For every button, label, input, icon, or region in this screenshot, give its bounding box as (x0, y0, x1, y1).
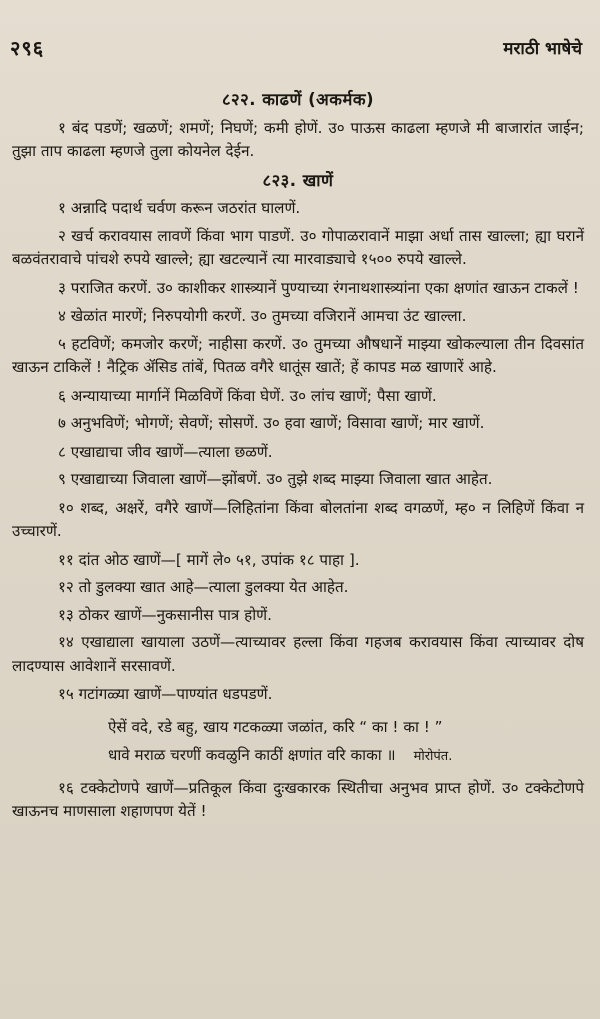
definition-823-8: ८ एखाद्याचा जीव खाणें—त्याला छळणें. (58, 442, 273, 461)
verse-author: मोरोपंत. (413, 748, 453, 764)
definition-823-6: ६ अन्यायाच्या मार्गानें मिळविणें किंवा घेणें. उ० लांच खाणें; पैसा खाणें. (58, 386, 437, 405)
section-heading-823: ८२३. खाणें (262, 170, 334, 190)
page-header (10, 34, 582, 62)
section-heading-822: ८२२. काढणें (अकर्मक) (221, 90, 375, 109)
definition-823-14: १४ एखाद्याला खायाला उठणें—त्याच्यावर हल्ला किंवा गहजब करावयास किंवा त्याच्यावर दोष लादण्यास आवेशानें सरसावणें. (12, 633, 584, 675)
verse-quotation (12, 713, 584, 771)
page-number: २९६ (10, 36, 45, 60)
definition-823-15: १५ गटांगळ्या खाणें—पाण्यांत धडपडणें. (58, 685, 273, 703)
definition-822-1: १ बंद पडणें; खळणें; शमणें; निघणें; कमी होणें. उ० पाऊस काढला म्हणजे मी बाजारांत जाईन; तुझा ताप काढला म्हणजे तुला कोयनेल देईन. (12, 118, 584, 160)
definition-823-2: २ खर्च करावयास लावणें किंवा भाग पाडणें. उ० गोपाळरावानें माझा अर्धा तास खाल्ला; ह्या घरानें बळवंतरावाचे पांचशे रुपये खाल्ले; ह्या खटल्यानें त्या मारवाड्याचे १५०० रुपये खाल्ले. (12, 226, 584, 268)
definition-823-3: ३ पराजित करणें. उ० काशीकर शास्त्र्यानें पुण्याच्या रंगनाथशास्त्र्यांना एका क्षणांत खाऊन टाकलें ! (58, 278, 579, 297)
definition-823-16: १६ टक्केटोणपे खाणें—प्रतिकूल किंवा दुःखकारक स्थितीचा अनुभव प्राप्त होणें. उ० टक्केटोणपे खाऊनच माणसाला शहाणपण येतें ! (12, 778, 584, 820)
page-body (12, 88, 584, 829)
definition-823-12: १२ तो डुलक्या खात आहे—त्याला डुलक्या येत आहेत. (58, 578, 349, 596)
definition-823-10: १० शब्द, अक्षरें, वगैरे खाणें—लिहितांना किंवा बोलतांना शब्द वगळणें, म्ह० न लिहिणें किंवा न उच्चारणें. (12, 498, 584, 540)
definition-823-1: १ अन्नादि पदार्थ चर्वण करून जठरांत घालणें. (58, 199, 301, 217)
definition-823-11: ११ दांत ओठ खाणें—[ मागें ले० ५१, उपांक १८ पाहा ]. (58, 550, 360, 569)
definition-823-9: ९ एखाद्याच्या जिवाला खाणें—झोंबणें. उ० तुझे शब्द माझ्या जिवाला खात आहेत. (58, 470, 493, 488)
running-title: मराठी भाषेचे (503, 39, 582, 59)
verse-line-2-text: धावे मराळ चरणीं कवळुनि काठीं क्षणांत वरि काका ॥ (108, 745, 396, 764)
definition-823-7: ७ अनुभविणें; भोगणें; सेवणें; सोसणें. उ० हवा खाणें; विसावा खाणें; मार खाणें. (58, 414, 485, 432)
definition-823-5: ५ हटविणें; कमजोर करणें; नाहीसा करणें. उ० तुमच्या औषधानें माझ्या खोकल्याला तीन दिवसांत खाऊन टाकिलें ! नैट्रिक ॲसिड तांबें, पितळ वगैरे धातूंस खातें; हें कापड मळ खाणारें आहे. (12, 334, 584, 376)
verse-line-1: ऐसें वदे, रडे बहु, खाय गटकळ्या जळांत, करि “ का ! का ! ” (108, 717, 443, 736)
definition-823-4: ४ खेळांत मारणें; निरुपयोगी करणें. उ० तुमच्या वजिरानें आमचा उंट खाल्ला. (58, 307, 467, 325)
definition-823-13: १३ ठोकर खाणें—नुकसानीस पात्र होणें. (58, 605, 272, 624)
verse-line-2 (108, 741, 584, 771)
